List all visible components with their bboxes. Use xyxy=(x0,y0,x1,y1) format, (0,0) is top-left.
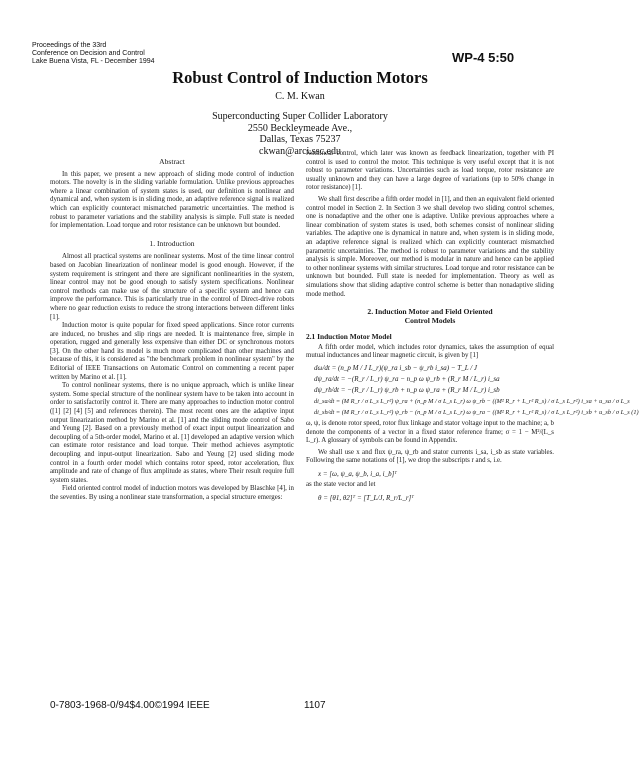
affiliation-line: Dallas, Texas 75237 xyxy=(259,134,341,145)
author-name: C. M. Kwan xyxy=(275,91,325,102)
abstract-text: In this paper, we present a new approach of sliding mode control of induction motors. The novelty is in the sliding variable formulation. Unlike previous approaches where a linear combination of system states is used, our definition is nonlinear and dynamical and, when system is in sliding mode, an adaptive reference signal is realized which can explicitly counteract mismatched parametric uncertainties. The method is robust to parameter variations and the stability analysis is simple. Full state is needed for implementation. Load torque and rotor resistance can be unknown but bounded. xyxy=(50,170,294,230)
left-column xyxy=(50,158,294,503)
equation: di_sa/dt = (M R_r / σ L_s L_r²) ψ_ra + (n_p M / σ L_s L_r) ω ψ_rb − ((M² R_r + L_r² R_s) / σ L_s L_r²) i_sa + u_sa / σ L_s xyxy=(314,398,630,406)
right-paragraph: We shall first describe a fifth order model in [1], and then an equivalent field oriented control model in Section 2. In Section 3 we shall develop two sliding control schemes, one is nonadaptive and the other one is adaptive. Unlike previous approaches where a linear combination of system states is used, both schemes consist of nonlinear sliding variables. The adaptive one is dynamical in nature and, when system is in sliding mode, an adaptive reference signal is realized which can explicitly counteract mismatched parametric uncertainties. The method is robust to parameter variations and the stability analysis is simple. Moreover, our method is modular in nature and hence can be applied to other nonlinear systems with similar structures. Load torque and rotor resistance can be unknown but bounded. Full state is needed for implementation. Theory as well as simulations show that sliding adaptive control scheme is better than nonadaptive sliding mode method. xyxy=(306,195,554,298)
state-paragraph: We shall use x and flux ψ_ra, ψ_rb and stator currents i_sa, i_sb as state variables. Following the same notations of [1], we drop the subscripts r and s, i.e. xyxy=(306,448,554,465)
intro-paragraph: Induction motor is quite popular for fixed speed applications. Since rotor currents are induced, no brushes and slip rings are needed. It is maintenance free, simple in operation, rugged and generally less expensive than either DC or synchronous motors [3]. On the other hand its model is much more complicated than other machines and because of this, it is considered as "the benchmark problem in nonlinear system" by the Editorial of IEEE Transactions on Automatic Control on commenting a recent paper written by Marino et al. [1]. xyxy=(50,322,294,381)
equation: x = [ω, ψ_a, ψ_b, i_a, i_b]ᵀ xyxy=(318,470,398,479)
section21-text: A fifth order model, which includes rotor dynamics, takes the assumption of equal mutual inductances and linear magnetic circuit, is given by [1] xyxy=(306,343,554,360)
isbn-text: 0-7803-1968-0/94$4.00©1994 IEEE xyxy=(50,700,210,711)
session-code: WP-4 5:50 xyxy=(452,50,515,65)
proceedings-line: Proceedings of the 33rd xyxy=(32,42,107,49)
proceedings-line: Lake Buena Vista, FL - December 1994 xyxy=(32,58,155,65)
right-column xyxy=(306,150,639,504)
equation: dψ_rb/dt = −(R_r / L_r) ψ_rb + n_p ω ψ_ra + (R_r M / L_r) i_sb xyxy=(314,386,500,395)
abstract-heading: Abstract xyxy=(159,157,185,166)
proceedings-info xyxy=(32,42,172,66)
after-equation-text: ω, ψ, is denote rotor speed, rotor flux linkage and stator voltage input to the machine; a, b denote the components of a vector in a fixed stator reference frame; σ = 1 − M²/(L_s L_r). A glossary of symbols can be found in Appendix. xyxy=(306,420,554,445)
intro-paragraph: To control nonlinear systems, there is no unique approach, which is unlike linear system. Some special structure of the nonlinear system have to be taken into account in order to satisfactorily control it. There are many approaches to induction motor control ([1] [2] [4] [5] and references therein). The most recent ones are the adaptive input output linearization method by Marino et al. [1] and the sliding mode control of Sabo and Yeung [2]. Based on a previously method of exact input output linearization and decoupling of a 5th-order model, Marino et al. [1] developed an adaptive version which can estimate rotor resistance and load torque. Their method achieves asymptotic decoupling and input-output linearization. Sabo and Yeung [2] used sliding mode control in a fourth order model which contains rotor speed, rotor acceleration, flux amplitude and rate of change of flux amplitude as states, where Their result require full system states. xyxy=(50,382,294,484)
paper-title: Robust Control of Induction Motors xyxy=(172,68,428,87)
affiliation-email: ckwan@arci.ssc.edu xyxy=(259,145,341,157)
page-number: 1107 xyxy=(304,700,326,711)
equation: dω/dt = (n_p M / J L_r)(ψ_ra i_sb − ψ_rb i_sa) − T_L / J xyxy=(314,364,478,373)
right-paragraph: Nonlinear control, which later was known as feedback linearization, together with PI control is used to control the motor. This technique is very useful except that it is not robust to parameter variations. Uncertainties such as load torque, rotor resistance are usually unknown and they can have a large degree of variations (up to 50% change in rotor resistance) [1]. xyxy=(306,150,554,192)
intro-heading: 1. Introduction xyxy=(149,238,195,248)
state-vector-text: as the state vector and let xyxy=(306,481,376,489)
equation: di_sb/dt = (M R_r / σ L_s L_r²) ψ_rb − (n_p M / σ L_s L_r) ω ψ_ra − ((M² R_r + L_r² R_s) / σ L_s L_r²) i_sb + u_sb / σ L_s (1) xyxy=(314,409,639,417)
intro-paragraph: Field oriented control model of induction motors was developed by Blaschke [4], in the seventies. By using a nonlinear state transformation, a special structure emerges: xyxy=(50,485,294,501)
affiliation-line: 2550 Beckleymeade Ave., xyxy=(247,122,353,134)
equation: dψ_ra/dt = −(R_r / L_r) ψ_ra − n_p ω ψ_rb + (R_r M / L_r) i_sa xyxy=(314,375,500,384)
section2-heading xyxy=(306,308,554,325)
section21-heading: 2.1 Induction Motor Model xyxy=(306,332,392,342)
equation: θ = [θ1, θ2]ᵀ = [T_L/J, R_r/L_r]ᵀ xyxy=(318,493,414,502)
affiliation-line: Superconducting Super Collider Laboratory xyxy=(212,111,388,122)
proceedings-line: Conference on Decision and Control xyxy=(32,50,145,57)
section2-heading-line: 2. Induction Motor and Field Oriented xyxy=(367,307,493,317)
equation-block xyxy=(314,363,639,418)
intro-paragraph: Almost all practical systems are nonlinear systems. Most of the time linear control based on Jacobian linearization of nonlinear model is good enough. However, if the system requirement is stringent and there are significant nonlinearities in the system, linear control may not be good enough to satisfy system specifications. Nonlinear control methods can make use of the structure of a specific system and hence can improve the performance. This is particularly true in the control of Direct-drive robots where no gear reduction exists to reduce the strong interactions between different links [1]. xyxy=(50,253,294,321)
section2-heading-line: Control Models xyxy=(404,315,456,325)
